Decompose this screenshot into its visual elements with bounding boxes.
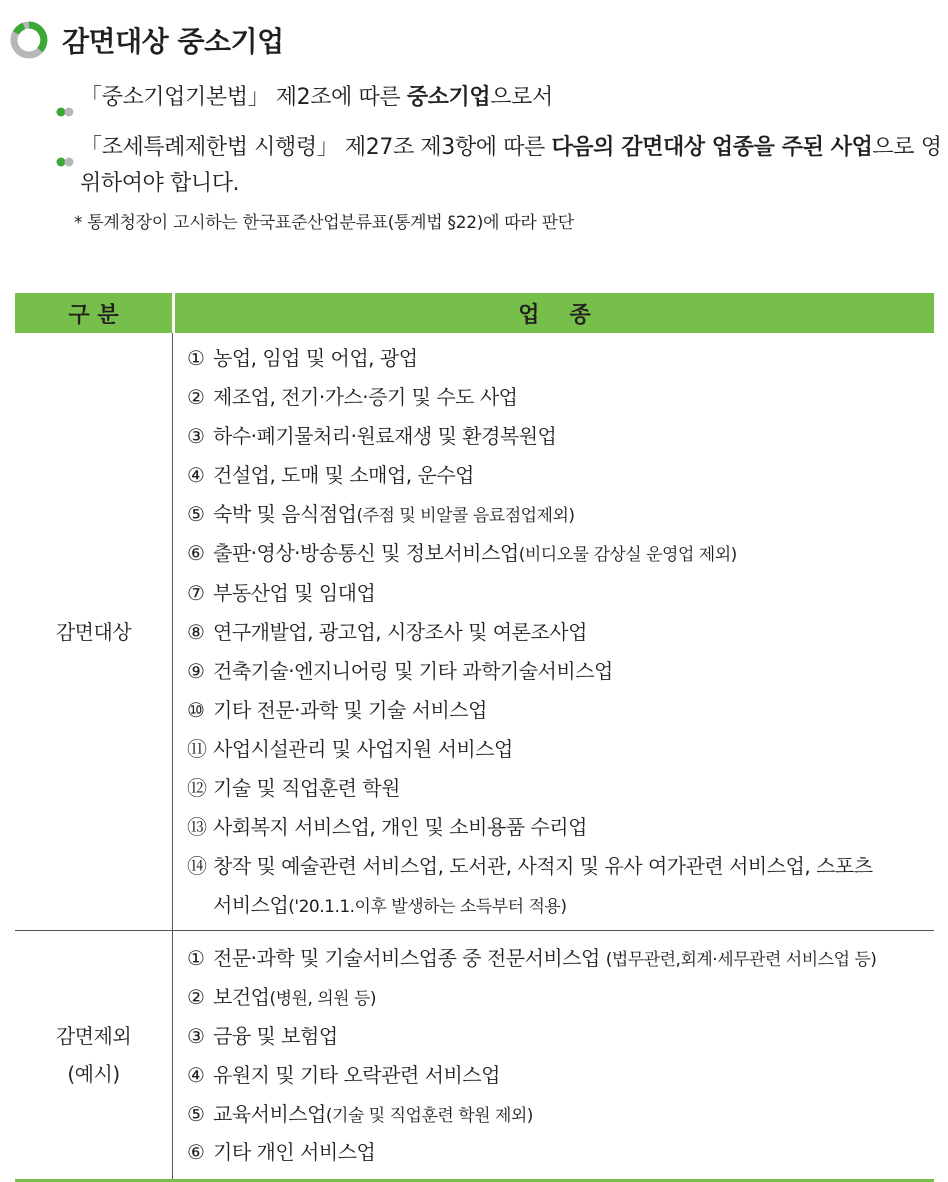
item-number: ⑥ (187, 541, 205, 566)
table-row (187, 496, 934, 535)
item-number: ⑤ (187, 1101, 205, 1126)
item-text (213, 1057, 934, 1096)
item-label: 숙박 및 음식점업 (213, 502, 357, 527)
bullet-text: 「중소기업기본법」 제2조에 따른 (80, 85, 407, 110)
table-row (187, 1134, 934, 1173)
item-number (187, 887, 213, 926)
item-text (213, 770, 934, 809)
category-cell (15, 931, 173, 1179)
table-row (187, 379, 934, 418)
footnote: * 통계청장이 고시하는 한국표준산업분류표(통계법 §22)에 따라 판단 (74, 213, 574, 233)
title-row (10, 18, 284, 62)
category-label: (예시) (67, 1062, 120, 1087)
table-row (187, 340, 934, 379)
table-row (187, 848, 934, 887)
item-number: ② (187, 385, 205, 410)
header-industry: 업종 (518, 302, 621, 328)
item-label: 전문·과학 및 기술서비스업종 중 전문서비스업 (213, 946, 606, 971)
item-label: 사업시설관리 및 사업지원 서비스업 (213, 736, 513, 761)
item-label: 기술 및 직업훈련 학원 (213, 776, 400, 801)
item-label: 제조업, 전기·가스·증기 및 수도 사업 (213, 385, 518, 410)
item-label: 사회복지 서비스업, 개인 및 소비용품 수리업 (213, 815, 587, 840)
item-text (213, 1018, 934, 1057)
table-row (187, 1057, 934, 1096)
bullet-list (54, 80, 944, 236)
item-number: ⑩ (187, 697, 205, 722)
item-note: (법무관련,회계·세무관련 서비스업 등) (605, 950, 877, 971)
item-text (213, 1134, 934, 1173)
item-label: 연구개발업, 광고업, 시장조사 및 여론조사업 (213, 619, 587, 644)
item-text (213, 614, 934, 653)
item-note: (비디오물 감상실 운영업 제외) (518, 545, 737, 566)
item-label: 창작 및 예술관련 서비스업, 도서관, 사적지 및 유사 여가관련 서비스업, 스포츠 (213, 854, 873, 879)
item-text (213, 340, 934, 379)
item-note: (병원, 의원 등) (269, 989, 377, 1010)
item-number: ④ (187, 463, 205, 488)
category-label: 감면대상 (55, 619, 132, 644)
item-text (213, 940, 934, 979)
industry-list (173, 333, 934, 930)
category-label: 감면제외 (55, 1024, 132, 1049)
item-label: 교육서비스업 (213, 1101, 326, 1126)
table-row (187, 887, 934, 926)
table-row (187, 940, 934, 979)
item-text (213, 575, 934, 614)
table-header (15, 293, 934, 333)
item-number: ⑫ (187, 776, 207, 801)
table-row (187, 692, 934, 731)
item-number: ⑥ (187, 1140, 205, 1165)
item-text (213, 457, 934, 496)
item-label: 건축기술·엔지니어링 및 기타 과학기술서비스업 (213, 658, 613, 683)
item-number: ⑬ (187, 815, 207, 840)
item-text (213, 731, 934, 770)
item-note: (기술 및 직업훈련 학원 제외) (325, 1105, 533, 1126)
item-label: 유원지 및 기타 오락관련 서비스업 (213, 1062, 500, 1087)
table-row (187, 1096, 934, 1135)
item-note: ('20.1.1.이후 발생하는 소득부터 적용) (288, 897, 567, 918)
item-text (213, 809, 934, 848)
item-label: 부동산업 및 임대업 (213, 580, 376, 605)
table-group-eligible (15, 333, 934, 931)
table-row (187, 575, 934, 614)
item-text (213, 379, 934, 418)
item-text (213, 653, 934, 692)
item-label: 기타 전문·과학 및 기술 서비스업 (213, 697, 487, 722)
item-label: 서비스업 (213, 893, 289, 918)
table-row (187, 614, 934, 653)
item-number: ① (187, 346, 205, 370)
table-row (187, 979, 934, 1018)
bullet-bold-text: 중소기업 (406, 85, 491, 110)
item-text (213, 979, 934, 1018)
item-text (213, 1096, 934, 1135)
item-text (213, 692, 934, 731)
item-number: ⑪ (187, 736, 207, 761)
item-number: ③ (187, 424, 205, 449)
table-row (187, 1018, 934, 1057)
table-row (187, 731, 934, 770)
item-label: 농업, 임업 및 어업, 광업 (213, 346, 418, 370)
item-label: 금융 및 보험업 (213, 1024, 338, 1048)
category-cell (15, 333, 173, 930)
item-label: 건설업, 도매 및 소매업, 운수업 (213, 463, 474, 488)
table-row (187, 457, 934, 496)
bullet-item (54, 130, 944, 202)
item-number: ⑤ (187, 502, 205, 527)
item-number: ② (187, 985, 205, 1010)
item-text (213, 418, 934, 457)
industry-table (15, 293, 934, 1182)
item-number: ⑭ (187, 854, 207, 879)
item-number: ⑧ (187, 619, 205, 644)
bullet-text: 으로서 (490, 85, 553, 110)
bullet-text: 「조세특례제한법 시행령」 제27조 제3항에 따른 (80, 135, 552, 160)
table-row (187, 653, 934, 692)
item-label: 출판·영상·방송통신 및 정보서비스업 (213, 541, 519, 566)
item-number: ⑦ (187, 580, 205, 605)
bullet-dot-icon (56, 143, 74, 153)
table-row (187, 809, 934, 848)
table-row (187, 535, 934, 574)
title-circle-icon (10, 21, 48, 59)
item-label: 하수·폐기물처리·원료재생 및 환경복원업 (213, 424, 557, 449)
bullet-text: 으로 영위하여야 합니다. (80, 135, 942, 196)
industry-list (173, 931, 934, 1179)
table-row (187, 770, 934, 809)
bullet-dot-icon (56, 93, 74, 103)
item-text (213, 848, 934, 887)
bullet-item (54, 80, 944, 116)
item-number: ⑨ (187, 658, 205, 683)
item-number: ① (187, 946, 205, 971)
table-row (187, 418, 934, 457)
header-category: 구 분 (68, 302, 119, 328)
table-group-excluded (15, 931, 934, 1182)
bullet-bold-text: 다음의 감면대상 업종을 주된 사업 (551, 135, 873, 160)
item-note: (주점 및 비알콜 음료점업제외) (356, 506, 575, 527)
item-label: 보건업 (213, 985, 270, 1010)
item-label: 기타 개인 서비스업 (213, 1140, 376, 1165)
item-text (213, 496, 934, 535)
item-number: ③ (187, 1024, 205, 1048)
item-number: ④ (187, 1062, 205, 1087)
page-title: 감면대상 중소기업 (62, 25, 284, 58)
item-text (213, 535, 934, 574)
item-text (213, 887, 934, 926)
